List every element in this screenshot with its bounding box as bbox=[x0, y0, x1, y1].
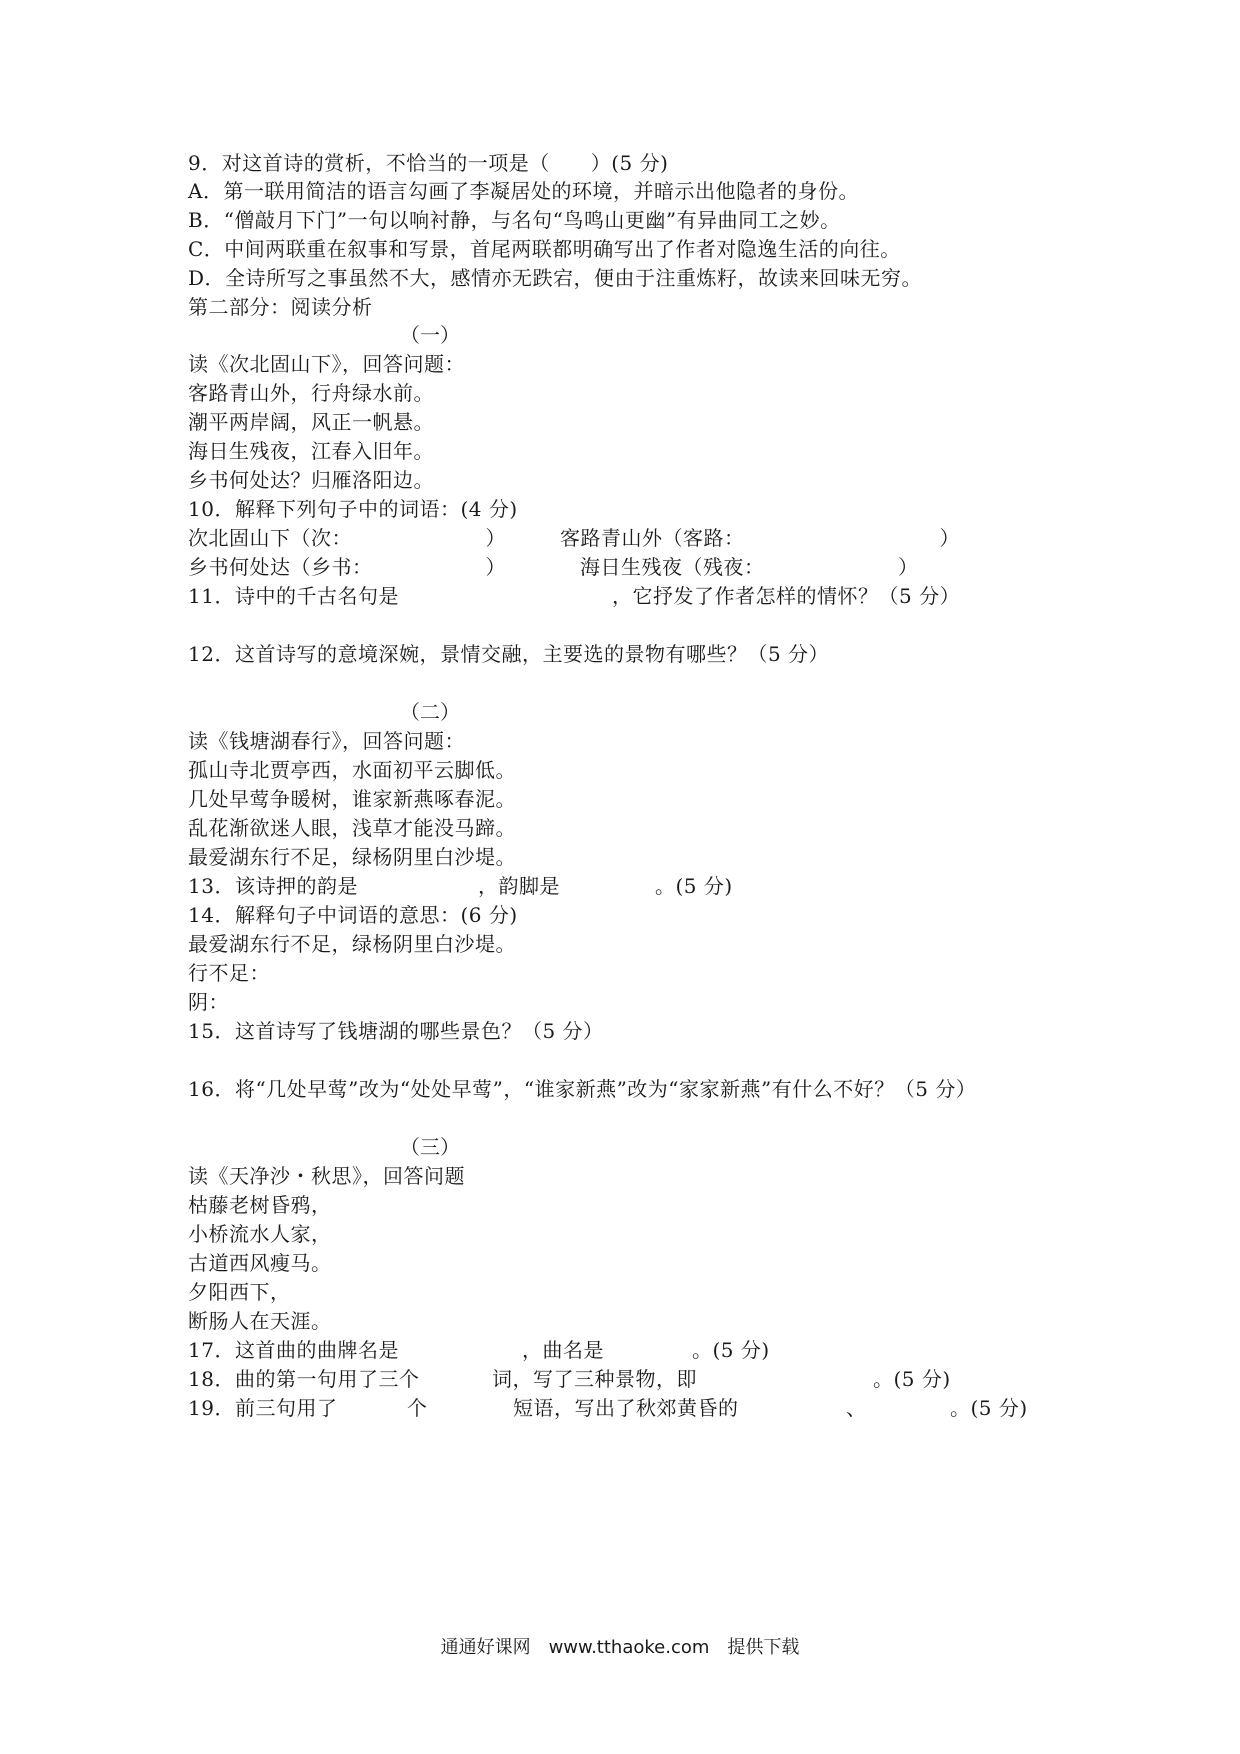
poem-1-line: 客路青山外，行舟绿水前。 bbox=[188, 381, 434, 405]
poem-2-line: 几处早莺争暖树，谁家新燕啄春泥。 bbox=[188, 787, 516, 811]
poem-3-line: 夕阳西下， bbox=[188, 1280, 291, 1304]
section-1-number: （一） bbox=[400, 323, 460, 347]
question-13-part: ，韵脚是 bbox=[478, 874, 560, 898]
question-19-part: 。(5 分) bbox=[950, 1396, 1028, 1420]
question-10-item: 客路青山外（客路： ） bbox=[560, 526, 960, 550]
question-13-part: 13．该诗押的韵是 bbox=[188, 874, 358, 898]
poem-3-line: 古道西风瘦马。 bbox=[188, 1251, 332, 1275]
question-13-part: 。(5 分) bbox=[655, 874, 733, 898]
section-3-intro: 读《天净沙・秋思》，回答问题 bbox=[188, 1164, 465, 1188]
part-2-title: 第二部分：阅读分析 bbox=[188, 295, 373, 319]
question-18-part: 18．曲的第一句用了三个 bbox=[188, 1367, 420, 1391]
question-15: 15．这首诗写了钱塘湖的哪些景色？（5 分） bbox=[188, 1019, 604, 1043]
section-2-intro: 读《钱塘湖春行》，回答问题： bbox=[188, 729, 465, 753]
question-14: 14．解释句子中词语的意思：(6 分) bbox=[188, 903, 518, 927]
section-2-number: （二） bbox=[400, 700, 460, 724]
question-19-part: 19．前三句用了 bbox=[188, 1396, 338, 1420]
footer-credit: 通通好课网 www.tthaoke.com 提供下载 bbox=[440, 1637, 800, 1658]
question-9-option-a: A．第一联用简洁的语言勾画了李凝居处的环境，并暗示出他隐者的身份。 bbox=[188, 179, 859, 203]
question-9-option-b: B．“僧敲月下门”一句以响衬静，与名句“鸟鸣山更幽”有异曲同工之妙。 bbox=[188, 208, 841, 232]
question-12: 12．这首诗写的意境深婉，景情交融，主要选的景物有哪些？（5 分） bbox=[188, 642, 830, 666]
poem-1-line: 海日生残夜，江春入旧年。 bbox=[188, 439, 434, 463]
question-14-sentence: 最爱湖东行不足，绿杨阴里白沙堤。 bbox=[188, 932, 516, 956]
question-18-part: 词，写了三种景物，即 bbox=[492, 1367, 697, 1391]
poem-1-line: 乡书何处达？归雁洛阳边。 bbox=[188, 468, 434, 492]
question-14-item: 行不足： bbox=[188, 961, 270, 985]
section-3-number: （三） bbox=[400, 1135, 460, 1159]
question-16: 16．将“几处早莺”改为“处处早莺”，“谁家新燕”改为“家家新燕”有什么不好？（5 分） bbox=[188, 1077, 977, 1101]
question-17-part: 。(5 分) bbox=[692, 1338, 770, 1362]
poem-3-line: 断肠人在天涯。 bbox=[188, 1309, 332, 1333]
poem-3-line: 小桥流水人家， bbox=[188, 1222, 332, 1246]
question-9-option-d: D．全诗所写之事虽然不大，感情亦无跌宕，便由于注重炼籽，故读来回味无穷。 bbox=[188, 266, 923, 290]
question-11-part: 11．诗中的千古名句是 bbox=[188, 584, 399, 608]
question-17-part: 17．这首曲的曲牌名是 bbox=[188, 1338, 399, 1362]
question-10-item: 次北固山下（次： ） bbox=[188, 526, 506, 550]
poem-1-line: 潮平两岸阔，风正一帆悬。 bbox=[188, 410, 434, 434]
question-19-part: 短语，写出了秋郊黄昏的 bbox=[513, 1396, 739, 1420]
question-11-part: ，它抒发了作者怎样的情怀？（5 分） bbox=[612, 584, 961, 608]
poem-3-line: 枯藤老树昏鸦， bbox=[188, 1193, 332, 1217]
section-1-intro: 读《次北固山下》，回答问题： bbox=[188, 352, 465, 376]
question-19-part: 个 bbox=[407, 1396, 428, 1420]
question-10-item: 海日生残夜（残夜： ） bbox=[580, 555, 919, 579]
question-18-part: 。(5 分) bbox=[873, 1367, 951, 1391]
question-17-part: ，曲名是 bbox=[522, 1338, 604, 1362]
question-19-part: 、 bbox=[846, 1396, 867, 1420]
question-10-item: 乡书何处达（乡书： ） bbox=[188, 555, 506, 579]
question-9-stem: 9．对这首诗的赏析，不恰当的一项是（ ）(5 分) bbox=[188, 151, 669, 175]
poem-2-line: 最爱湖东行不足，绿杨阴里白沙堤。 bbox=[188, 845, 516, 869]
question-9-option-c: C．中间两联重在叙事和写景，首尾两联都明确写出了作者对隐逸生活的向往。 bbox=[188, 237, 901, 261]
poem-2-line: 乱花渐欲迷人眼，浅草才能没马蹄。 bbox=[188, 816, 516, 840]
poem-2-line: 孤山寺北贾亭西，水面初平云脚低。 bbox=[188, 758, 516, 782]
question-14-item: 阴： bbox=[188, 990, 229, 1014]
question-10: 10．解释下列句子中的词语：(4 分) bbox=[188, 497, 518, 521]
